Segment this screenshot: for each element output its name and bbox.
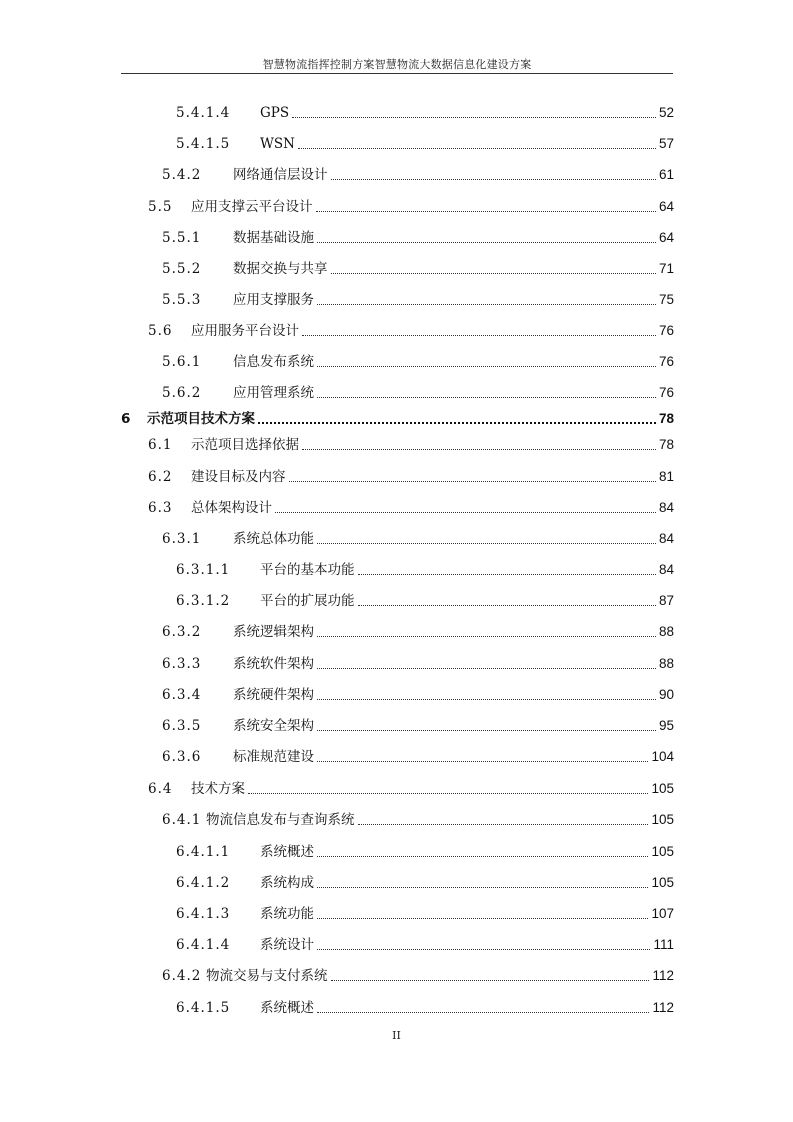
toc-entry-page: 84 <box>658 500 674 515</box>
toc-entry-title: 系统硬件架构 <box>233 687 314 703</box>
toc-entry-number: 6.3.1.2 <box>176 593 231 609</box>
toc-leader <box>317 242 656 243</box>
toc-entry-number: 5.6.2 <box>162 385 202 401</box>
toc-entry[interactable] <box>162 715 674 735</box>
toc-entry-number: 6.3.1 <box>162 531 202 547</box>
toc-entry-page: 52 <box>658 105 674 120</box>
toc-entry-number: 6.4.2 <box>162 968 202 984</box>
toc-entry-number: 6 <box>121 411 132 427</box>
toc-chapter-entry[interactable] <box>121 408 674 428</box>
toc-leader <box>248 793 648 794</box>
toc-entry-number: 5.5.1 <box>162 230 202 246</box>
toc-entry-number: 6.3.5 <box>162 718 202 734</box>
toc-entry-page: 81 <box>658 469 674 484</box>
toc-entry-number: 6.3.4 <box>162 687 202 703</box>
toc-entry-title: 应用支撑云平台设计 <box>191 199 313 215</box>
toc-entry-number: 6.3.2 <box>162 624 202 640</box>
toc-entry[interactable] <box>162 289 674 309</box>
toc-entry[interactable] <box>162 164 674 184</box>
toc-leader <box>317 304 656 305</box>
toc-leader <box>317 699 656 700</box>
toc-entry[interactable] <box>176 934 674 954</box>
toc-leader <box>331 179 656 180</box>
toc-entry-title: 系统概述 <box>260 844 314 860</box>
toc-leader <box>298 148 656 149</box>
toc-entry-title: 系统设计 <box>260 937 314 953</box>
toc-entry-number: 6.4.1.5 <box>176 1000 231 1016</box>
toc-entry[interactable] <box>162 351 674 371</box>
toc-entry-page: 57 <box>658 136 674 151</box>
toc-entry[interactable] <box>148 320 674 340</box>
toc-leader <box>331 273 656 274</box>
toc-entry-title: 平台的扩展功能 <box>260 593 355 609</box>
toc-entry[interactable] <box>176 102 674 122</box>
toc-leader <box>302 335 656 336</box>
toc-entry-title: 物流信息发布与查询系统 <box>206 812 355 828</box>
toc-entry-page: 75 <box>658 292 674 307</box>
toc-entry-page: 90 <box>658 687 674 702</box>
toc-entry-title: 技术方案 <box>191 781 245 797</box>
toc-entry[interactable] <box>162 965 674 985</box>
toc-entry-number: 6.3.6 <box>162 749 202 765</box>
toc-entry-title: WSN <box>260 136 295 152</box>
toc-entry-page: 78 <box>658 411 674 426</box>
toc-entry-page: 61 <box>658 167 674 182</box>
toc-entry-title: 系统安全架构 <box>233 718 314 734</box>
toc-entry-title: 系统概述 <box>260 1000 314 1016</box>
toc-leader <box>317 761 648 762</box>
toc-entry-page: 88 <box>658 656 674 671</box>
toc-leader <box>317 918 648 919</box>
toc-leader <box>317 636 656 637</box>
toc-leader <box>317 366 656 367</box>
toc-entry-page: 105 <box>651 812 674 827</box>
toc-entry-page: 105 <box>651 844 674 859</box>
toc-leader <box>317 949 650 950</box>
toc-entry-number: 6.4.1.3 <box>176 906 231 922</box>
toc-entry[interactable] <box>176 997 674 1017</box>
toc-entry[interactable] <box>162 746 674 766</box>
running-header: 智慧物流指挥控制方案智慧物流大数据信息化建设方案 <box>262 58 532 71</box>
toc-entry-number: 6.3.3 <box>162 656 202 672</box>
toc-entry-title: 示范项目技术方案 <box>147 411 255 427</box>
toc-entry-number: 5.6.1 <box>162 354 202 370</box>
page-number: II <box>392 1029 401 1042</box>
toc-leader <box>317 856 648 857</box>
toc-leader <box>317 543 656 544</box>
toc-entry[interactable] <box>162 809 674 829</box>
toc-entry[interactable] <box>162 653 674 673</box>
toc-entry-page: 84 <box>658 531 674 546</box>
toc-leader <box>331 980 650 981</box>
toc-entry[interactable] <box>162 382 674 402</box>
toc-entry[interactable] <box>148 778 674 798</box>
toc-entry-title: 应用管理系统 <box>233 385 314 401</box>
toc-entry-page: 104 <box>651 749 674 764</box>
toc-entry-page: 87 <box>658 593 674 608</box>
toc-entry-title: 系统逻辑架构 <box>233 624 314 640</box>
toc-entry-title: 系统总体功能 <box>233 531 314 547</box>
toc-entry-number: 5.5 <box>148 199 173 215</box>
toc-entry-number: 6.3.1.1 <box>176 562 231 578</box>
toc-entry-number: 6.4.1.2 <box>176 875 231 891</box>
toc-entry[interactable] <box>162 621 674 641</box>
toc-entry-page: 112 <box>652 968 674 983</box>
toc-entry-page: 88 <box>658 624 674 639</box>
toc-leader <box>317 1012 649 1013</box>
toc-entry-page: 64 <box>658 199 674 214</box>
toc-leader <box>317 730 656 731</box>
toc-entry-title: 信息发布系统 <box>233 354 314 370</box>
toc-entry-number: 6.3 <box>148 500 173 516</box>
toc-entry-page: 78 <box>658 437 674 452</box>
toc-leader <box>358 574 656 575</box>
toc-entry-title: 系统软件架构 <box>233 656 314 672</box>
toc-entry-page: 95 <box>658 718 674 733</box>
toc-entry-number: 5.4.1.5 <box>176 136 231 152</box>
toc-entry-page: 105 <box>651 875 674 890</box>
toc-leader <box>292 117 656 118</box>
toc-entry-page: 76 <box>658 354 674 369</box>
toc-entry[interactable] <box>176 903 674 923</box>
toc-leader <box>289 481 656 482</box>
toc-entry-title: 数据交换与共享 <box>233 261 328 277</box>
toc-entry[interactable] <box>162 258 674 278</box>
toc-leader <box>358 824 649 825</box>
toc-entry-title: 网络通信层设计 <box>233 167 328 183</box>
toc-leader <box>358 605 656 606</box>
toc-entry-title: 示范项目选择依据 <box>191 437 299 453</box>
toc-entry-number: 6.1 <box>148 437 173 453</box>
toc-entry-number: 6.4.1.1 <box>176 844 231 860</box>
toc-entry-title: 系统构成 <box>260 875 314 891</box>
toc-entry-title: 物流交易与支付系统 <box>206 968 328 984</box>
toc-entry[interactable] <box>148 466 674 486</box>
toc-entry-page: 84 <box>658 562 674 577</box>
toc-leader <box>317 397 656 398</box>
toc-entry-number: 6.4 <box>148 781 173 797</box>
toc-entry-title: 平台的基本功能 <box>260 562 355 578</box>
toc-entry-title: 总体架构设计 <box>191 500 272 516</box>
toc-entry-page: 107 <box>651 906 674 921</box>
toc-entry[interactable] <box>176 590 674 610</box>
toc-leader <box>317 668 656 669</box>
toc-entry[interactable] <box>176 841 674 861</box>
toc-entry-page: 71 <box>658 261 674 276</box>
toc-entry-page: 112 <box>652 1000 674 1015</box>
toc-entry-title: 应用服务平台设计 <box>191 323 299 339</box>
toc-entry-page: 76 <box>658 323 674 338</box>
toc-entry[interactable] <box>162 684 674 704</box>
toc-entry-title: 数据基础设施 <box>233 230 314 246</box>
toc-entry-number: 6.4.1 <box>162 812 202 828</box>
toc-entry-title: GPS <box>260 105 290 121</box>
toc-entry-title: 建设目标及内容 <box>191 469 286 485</box>
toc-entry[interactable] <box>176 872 674 892</box>
toc-leader <box>316 211 656 212</box>
toc-entry-title: 系统功能 <box>260 906 314 922</box>
toc-entry[interactable] <box>148 497 674 517</box>
toc-entry[interactable] <box>162 227 674 247</box>
toc-leader <box>317 887 648 888</box>
toc-entry[interactable] <box>148 196 674 216</box>
toc-entry-page: 64 <box>658 230 674 245</box>
toc-entry-number: 5.5.2 <box>162 261 202 277</box>
toc-entry-number: 6.4.1.4 <box>176 937 231 953</box>
toc-entry-title: 应用支撑服务 <box>233 292 314 308</box>
toc-leader <box>258 422 656 424</box>
toc-entry-page: 111 <box>653 937 674 952</box>
toc-entry-number: 5.5.3 <box>162 292 202 308</box>
toc-entry-number: 5.6 <box>148 323 173 339</box>
toc-leader <box>302 449 656 450</box>
toc-entry-page: 105 <box>651 781 674 796</box>
toc-entry-title: 标准规范建设 <box>233 749 314 765</box>
toc-entry[interactable] <box>176 559 674 579</box>
toc-entry[interactable] <box>162 528 674 548</box>
toc-entry-number: 5.4.2 <box>162 167 202 183</box>
toc-entry-number: 5.4.1.4 <box>176 105 231 121</box>
toc-entry[interactable] <box>148 434 674 454</box>
toc-leader <box>275 512 656 513</box>
toc-entry-number: 6.2 <box>148 469 173 485</box>
toc-entry-page: 76 <box>658 385 674 400</box>
toc-entry[interactable] <box>176 133 674 153</box>
